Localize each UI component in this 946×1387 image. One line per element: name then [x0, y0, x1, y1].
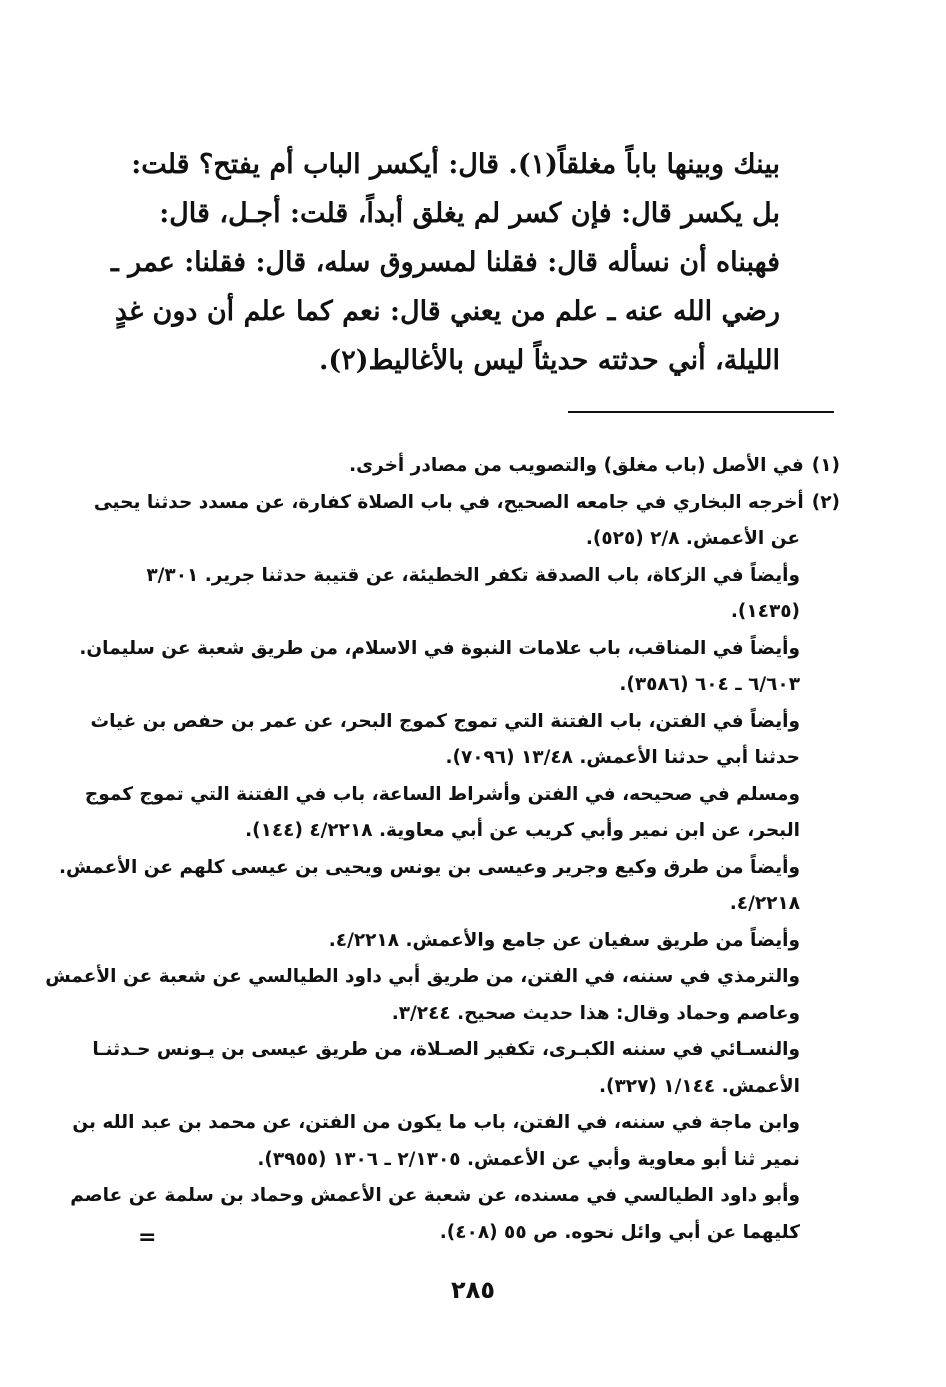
footnote-separator [568, 411, 834, 413]
main-text [110, 140, 780, 385]
footnote-line: والترمذي في سننه، في الفتن، من طريق أبي داود الطيالسي عن شعبة عن الأعمش [45, 966, 800, 987]
footnote-line: كليهما عن أبي وائل نحوه. ص ٥٥ (٤٠٨). [439, 1221, 800, 1243]
footnote-line: الأعمش. ١/١٤٤ (٣٢٧). [599, 1075, 800, 1097]
footnote-text: في الأصل (باب مغلق) والتصويب من مصادر أخرى. [349, 455, 804, 476]
footnote-2 [93, 485, 840, 522]
main-text-line: بينك وبينها باباً مغلقاً(١). قال: أيكسر الباب أم يفتح؟ قلت: [131, 149, 780, 180]
footnote-number: (٢) [811, 491, 840, 513]
main-text-line: فهبناه أن نسأله قال: فقلنا لمسروق سله، قال: فقلنا: عمر ـ [110, 247, 780, 278]
footnote-line: ٦/٦٠٣ ـ ٦٠٤ (٣٥٨٦). [619, 674, 800, 695]
footnote-line: وعاصم وحماد وقال: هذا حديث صحيح. ٣/٢٤٤. [391, 1002, 800, 1024]
footnote-line: وابن ماجة في سننه، في الفتن، باب ما يكون من الفتن، عن محمد بن عبد الله بن [72, 1112, 800, 1133]
footnote-line: ومسلم في صحيحه، في الفتن وأشراط الساعة، باب في الفتنة التي تموج كموج [84, 783, 800, 805]
footnote-line: والنسـائي في سننه الكبـرى، تكفير الصـلاة، من طريق عيسى بن يـونس حـدثنـا [92, 1039, 800, 1060]
footnote-line: وأبو داود الطيالسي في مسنده، عن شعبة عن الأعمش وحماد بن سلمة عن عاصم [70, 1185, 800, 1206]
footnote-line: وأيضاً في المناقب، باب علامات النبوة في الاسلام، من طريق شعبة عن سليمان. [79, 637, 800, 659]
footnote-line: ٤/٢٢١٨. [729, 893, 800, 914]
footnote-line: (١٤٣٥). [730, 601, 800, 622]
footnote-number: (١) [811, 455, 840, 476]
footnote-line: وأيضاً في الزكاة، باب الصدقة تكفر الخطيئة، عن قتيبة حدثنا جرير. ٣/٣٠١ [146, 564, 800, 586]
footnote-line: وأيضاً من طرق وكيع وجرير وعيسى بن يونس ويحيى بن عيسى كلهم عن الأعمش. [58, 856, 800, 878]
page-number: ٢٨٥ [451, 1276, 495, 1304]
footnote-line: نمير ثنا أبو معاوية وأبي عن الأعمش. ٢/١٣٠٥ ـ ١٣٠٦ (٣٩٥٥). [257, 1148, 800, 1170]
footnote-line: عن الأعمش. ٢/٨ (٥٢٥). [585, 528, 800, 549]
footnote-line: حدثنا أبي حدثنا الأعمش. ١٣/٤٨ (٧٠٩٦). [445, 747, 800, 768]
footnote-text: أخرجه البخاري في جامعه الصحيح، في باب الصلاة كفارة، عن مسدد حدثنا يحيى [93, 491, 804, 513]
main-text-line: بل يكسر قال: فإن كسر لم يغلق أبداً، قلت: أجـل، قال: [159, 198, 780, 229]
footnote-1 [140, 448, 840, 485]
footnote-line: البحر، عن ابن نمير وأبي كريب عن أبي معاوية. ٤/٢٢١٨ (١٤٤). [245, 820, 800, 841]
main-text-line: الليلة، أني حدثته حديثاً ليس بالأغاليط(٢). [319, 345, 780, 376]
continuation-mark: = [138, 1225, 157, 1250]
footnotes [45, 448, 840, 1251]
main-text-line: رضي الله عنه ـ علم من يعني قال: نعم كما علم أن دون غدٍ [114, 296, 780, 327]
footnote-line: وأيضاً في الفتن، باب الفتنة التي تموج كموج البحر، عن عمر بن حفص بن غياث [90, 710, 800, 732]
footnote-line: وأيضاً من طريق سفيان عن جامع والأعمش. ٤/٢٢١٨. [328, 929, 800, 951]
